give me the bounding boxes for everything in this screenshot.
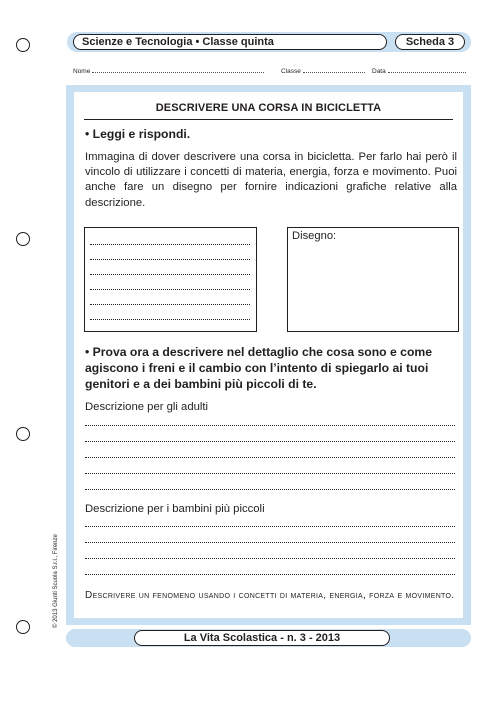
binder-hole-middle-upper (16, 232, 30, 246)
class-field[interactable] (281, 67, 365, 75)
footer-title: La Vita Scolastica - n. 3 - 2013 (134, 630, 390, 646)
class-label: Classe (281, 68, 301, 75)
children-description-label: Descrizione per i bambini più piccoli (85, 503, 265, 515)
binder-hole-middle-lower (16, 427, 30, 441)
footer-bar (66, 629, 471, 647)
binder-hole-bottom (16, 620, 30, 634)
date-label: Data (372, 68, 386, 75)
subject-label: Scienze e Tecnologia • Classe quinta (73, 34, 387, 50)
section1-heading: • Leggi e rispondi. (85, 127, 191, 141)
title-underline (84, 119, 453, 120)
answer-lines-box[interactable] (84, 227, 257, 332)
worksheet-title: DESCRIVERE UNA CORSA IN BICICLETTA (155, 102, 382, 114)
adults-description-label: Descrizione per gli adulti (85, 401, 209, 413)
drawing-label: Disegno: (292, 230, 337, 242)
section2-heading: • Prova ora a descrivere nel dettaglio che cosa sono e come agiscono i freni e il cambio con l’intento di spiegarlo ai tuoi genitori e a dei bambini più piccoli di te. (85, 345, 433, 391)
binder-hole-top (16, 38, 30, 52)
sheet-number: Scheda 3 (395, 34, 465, 50)
name-label: Nome (73, 68, 91, 75)
worksheet-frame (66, 85, 471, 625)
drawing-box[interactable] (287, 227, 459, 332)
section1-text: Immagina di dover descrivere una corsa in bicicletta. Per farlo hai però il vincolo di utilizzare i concetti di materia, energia, forza e movimento. Puoi anche fare un disegno per fornire indicazioni grafiche relative alla descrizione. (85, 151, 457, 209)
copyright-note: © 2013 Giunti Scuola S.r.l., Firenze (53, 534, 59, 628)
learning-objective: Descrivere un fenomeno usando i concetti di materia, energia, forza e movimento. (85, 590, 455, 601)
header-bar (67, 32, 471, 52)
date-field[interactable] (372, 67, 466, 75)
name-field[interactable] (73, 67, 264, 75)
worksheet-card (74, 92, 463, 618)
